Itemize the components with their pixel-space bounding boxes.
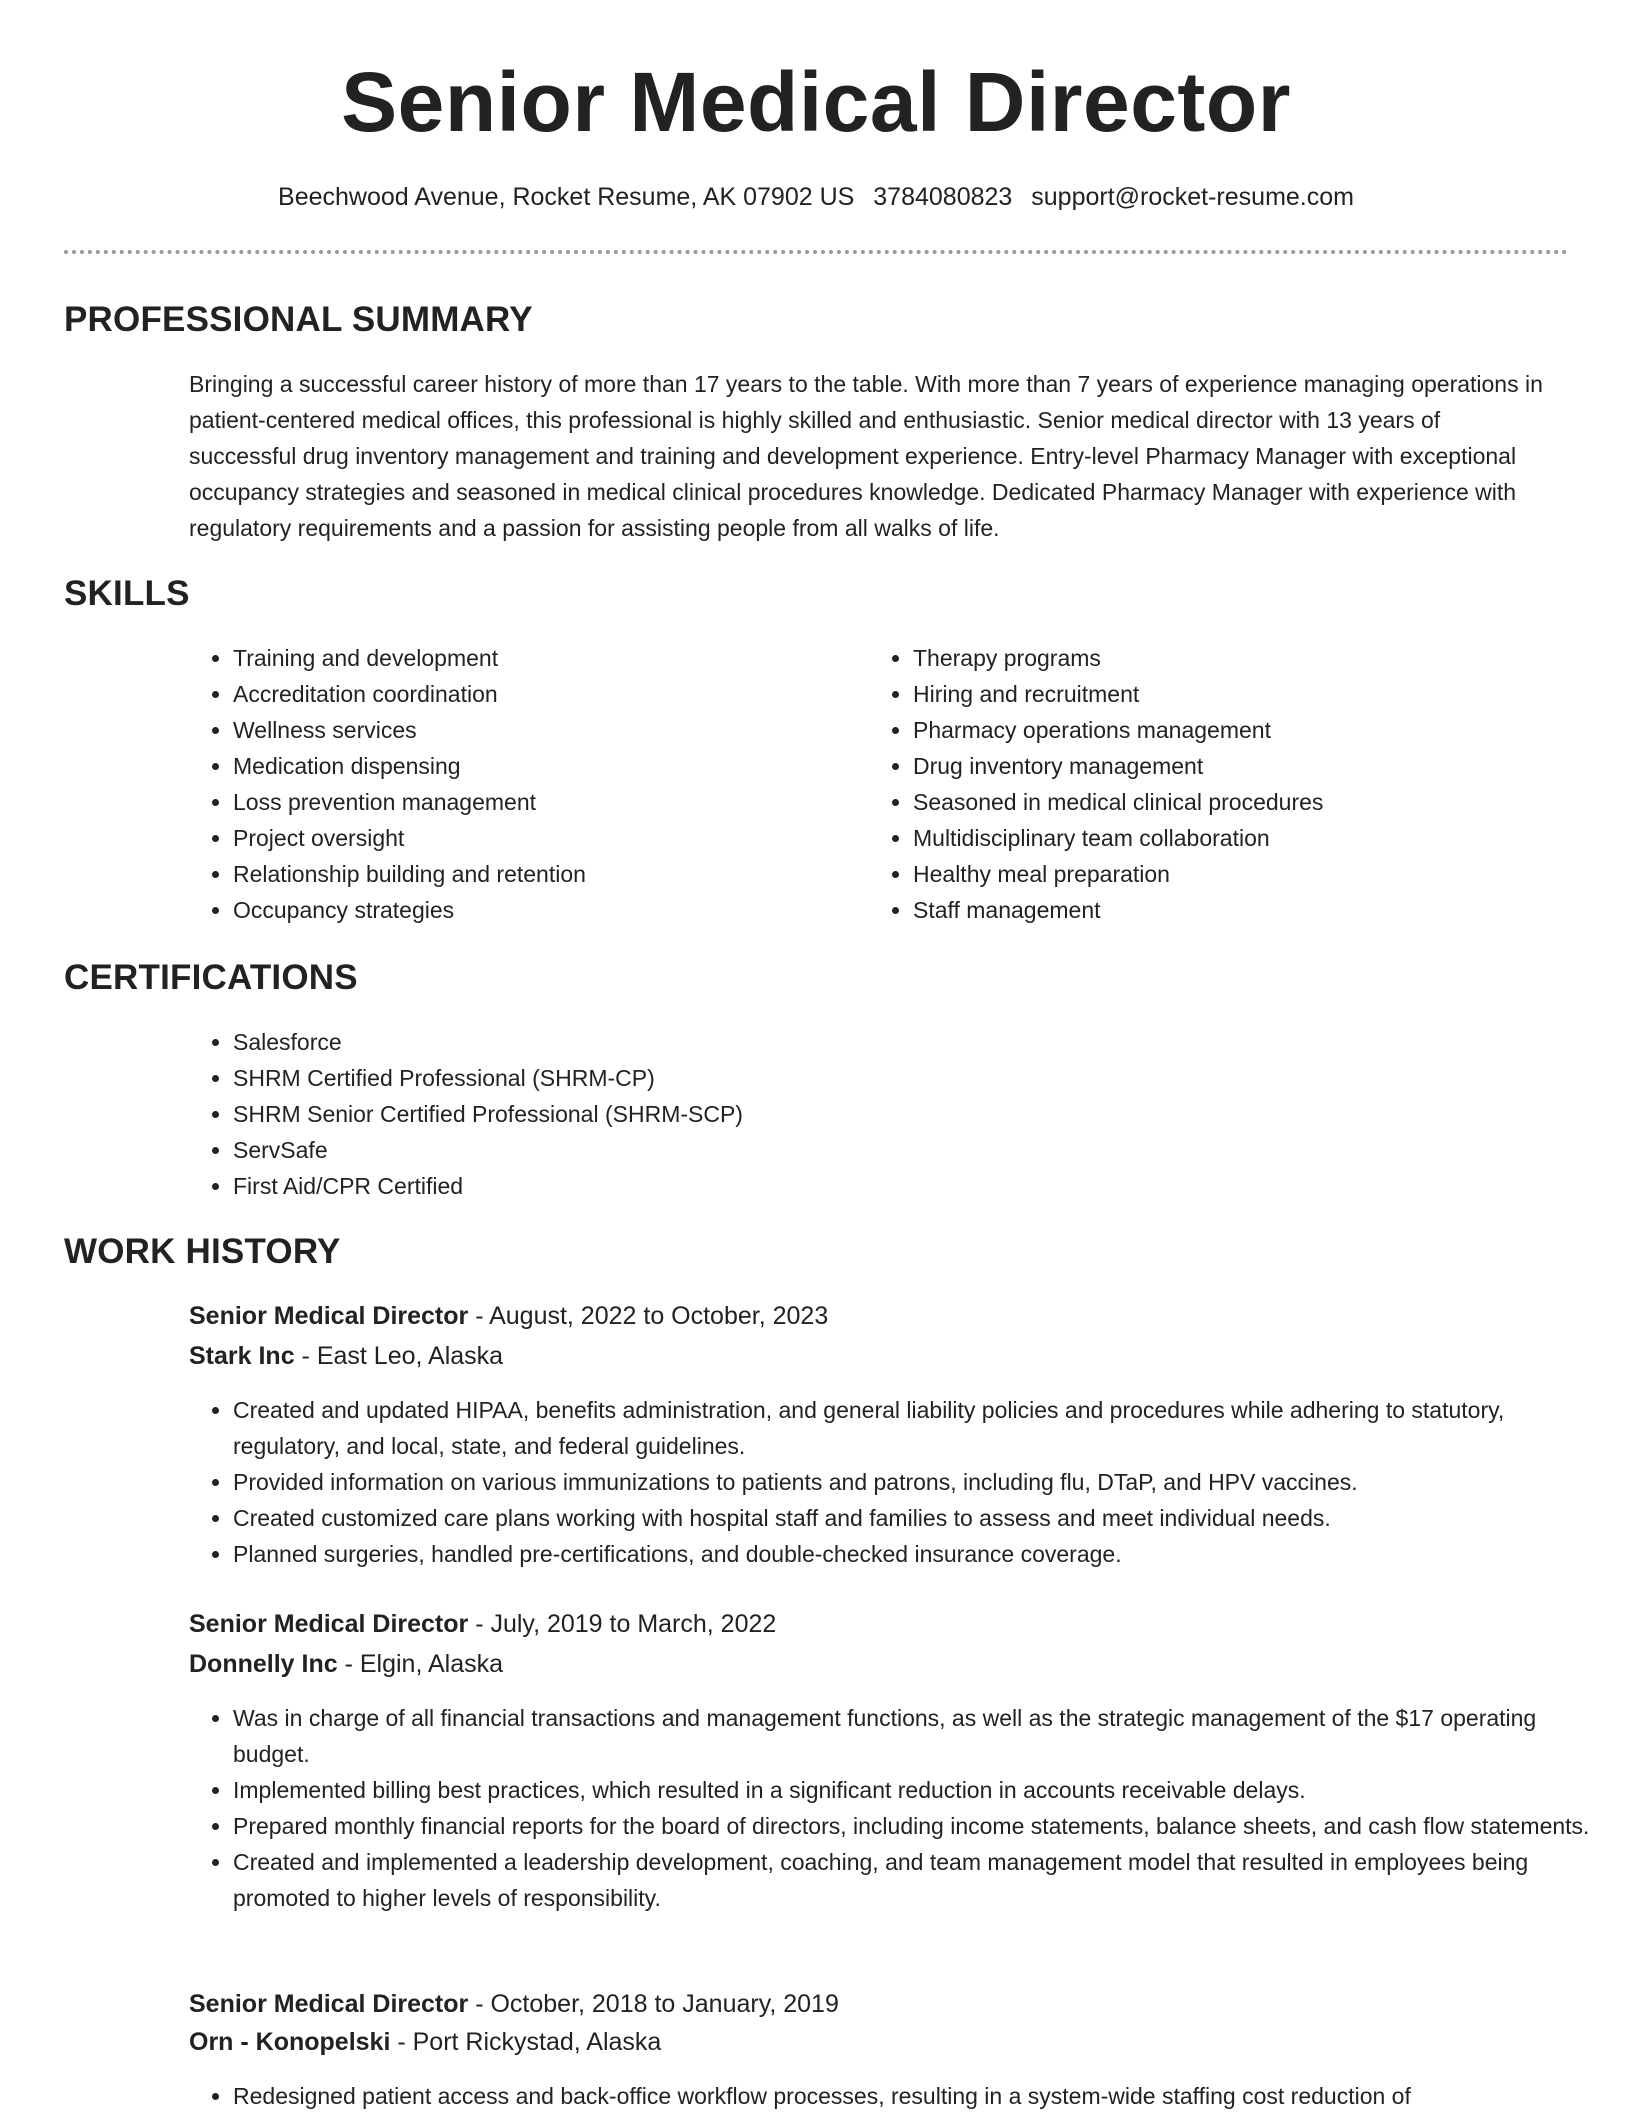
skill-item: • Occupancy strategies — [233, 892, 873, 928]
job-location: - Port Rickystad, Alaska — [390, 2028, 662, 2056]
skill-item: • Wellness services — [233, 712, 873, 748]
summary-text: Bringing a successful career history of more than 17 years to the table. With more than 7 years of experience managing operations in patient-centered medical offices, this professional is highly skilled and enthusiastic. Senior medical director with 13 years of successful drug inventory management and training and development experience. Entry-level Pharmacy Manager with exceptional occupancy strategies and seasoned in medical clinical procedures knowledge. Dedicated Pharmacy Manager with experience with regulatory requirements and a passion for assisting people from all walks of life. — [189, 371, 1543, 541]
certification-item: • Salesforce — [233, 1024, 1133, 1060]
job-location: - Elgin, Alaska — [337, 1650, 503, 1678]
skill-item: • Drug inventory management — [913, 748, 1593, 784]
job-duty: • Created and implemented a leadership development, coaching, and team management model that resulted in employees being promoted to higher levels of responsibility. — [233, 1844, 1613, 1916]
skills-list-right — [869, 640, 1593, 928]
job-dates: - October, 2018 to January, 2019 — [468, 1990, 839, 2018]
certification-item: • SHRM Senior Certified Professional (SHRM-SCP) — [233, 1096, 1133, 1132]
job-duty: • Prepared monthly financial reports for the board of directors, including income statements, balance sheets, and cash flow statements. — [233, 1808, 1613, 1844]
certification-item: • First Aid/CPR Certified — [233, 1168, 1133, 1204]
job-title-line — [189, 1986, 839, 2022]
certification-item: • SHRM Certified Professional (SHRM-CP) — [233, 1060, 1133, 1096]
skill-item: • Accreditation coordination — [233, 676, 873, 712]
skill-item: • Pharmacy operations management — [913, 712, 1593, 748]
job-title-line — [189, 1298, 828, 1334]
job-duty: • Created and updated HIPAA, benefits administration, and general liability policies and procedures while adhering to statutory, regulatory, and local, state, and federal guidelines. — [233, 1392, 1613, 1464]
certification-item: • ServSafe — [233, 1132, 1133, 1168]
job-role: Senior Medical Director — [189, 1610, 469, 1638]
job-dates: - August, 2022 to October, 2023 — [468, 1302, 829, 1330]
job-title-line — [189, 1606, 776, 1642]
skill-item: • Medication dispensing — [233, 748, 873, 784]
contact-line — [0, 180, 1632, 214]
job-dates: - July, 2019 to March, 2022 — [468, 1610, 777, 1638]
job-location: - East Leo, Alaska — [294, 1342, 504, 1370]
contact-address: Beechwood Avenue, Rocket Resume, AK 07902 US — [278, 183, 855, 211]
job-company-line — [189, 1646, 503, 1682]
resume-name: Senior Medical Director — [341, 55, 1291, 149]
job-company-line — [189, 2024, 661, 2060]
job-duties-list — [189, 1700, 1613, 1916]
certifications-heading: CERTIFICATIONS — [64, 958, 358, 997]
job-company: Orn - Konopelski — [189, 2028, 391, 2056]
skill-item: • Seasoned in medical clinical procedures — [913, 784, 1593, 820]
contact-phone: 3784080823 — [873, 183, 1013, 211]
job-duty: • Planned surgeries, handled pre-certifications, and double-checked insurance coverage. — [233, 1536, 1613, 1572]
job-duty: • Was in charge of all financial transactions and management functions, as well as the strategic management of the $17 operating budget. — [233, 1700, 1613, 1772]
skill-item: • Multidisciplinary team collaboration — [913, 820, 1593, 856]
job-company-line — [189, 1338, 503, 1374]
skill-item: • Hiring and recruitment — [913, 676, 1593, 712]
job-duty: • Redesigned patient access and back-office workflow processes, resulting in a system-wide staffing cost reduction of — [233, 2078, 1613, 2114]
skill-item: • Staff management — [913, 892, 1593, 928]
skill-item: • Training and development — [233, 640, 873, 676]
header-divider — [64, 250, 1568, 254]
contact-email: support@rocket-resume.com — [1031, 183, 1354, 211]
skills-list-left — [189, 640, 873, 928]
skill-item: • Project oversight — [233, 820, 873, 856]
skills-heading: SKILLS — [64, 574, 190, 613]
job-role: Senior Medical Director — [189, 1990, 469, 2018]
job-company: Stark Inc — [189, 1342, 295, 1370]
summary-heading: PROFESSIONAL SUMMARY — [64, 300, 533, 339]
job-company: Donnelly Inc — [189, 1650, 338, 1678]
job-duty: • Created customized care plans working with hospital staff and families to assess and meet individual needs. — [233, 1500, 1613, 1536]
skill-item: • Therapy programs — [913, 640, 1593, 676]
job-duties-list — [189, 1392, 1613, 1572]
job-role: Senior Medical Director — [189, 1302, 469, 1330]
skill-item: • Loss prevention management — [233, 784, 873, 820]
skill-item: • Relationship building and retention — [233, 856, 873, 892]
job-duty: • Implemented billing best practices, which resulted in a significant reduction in accounts receivable delays. — [233, 1772, 1613, 1808]
skill-item: • Healthy meal preparation — [913, 856, 1593, 892]
work-history-heading: WORK HISTORY — [64, 1232, 341, 1271]
job-duty: • Provided information on various immunizations to patients and patrons, including flu, DTaP, and HPV vaccines. — [233, 1464, 1613, 1500]
job-duties-list — [189, 2078, 1613, 2114]
certifications-list — [189, 1024, 1133, 1204]
